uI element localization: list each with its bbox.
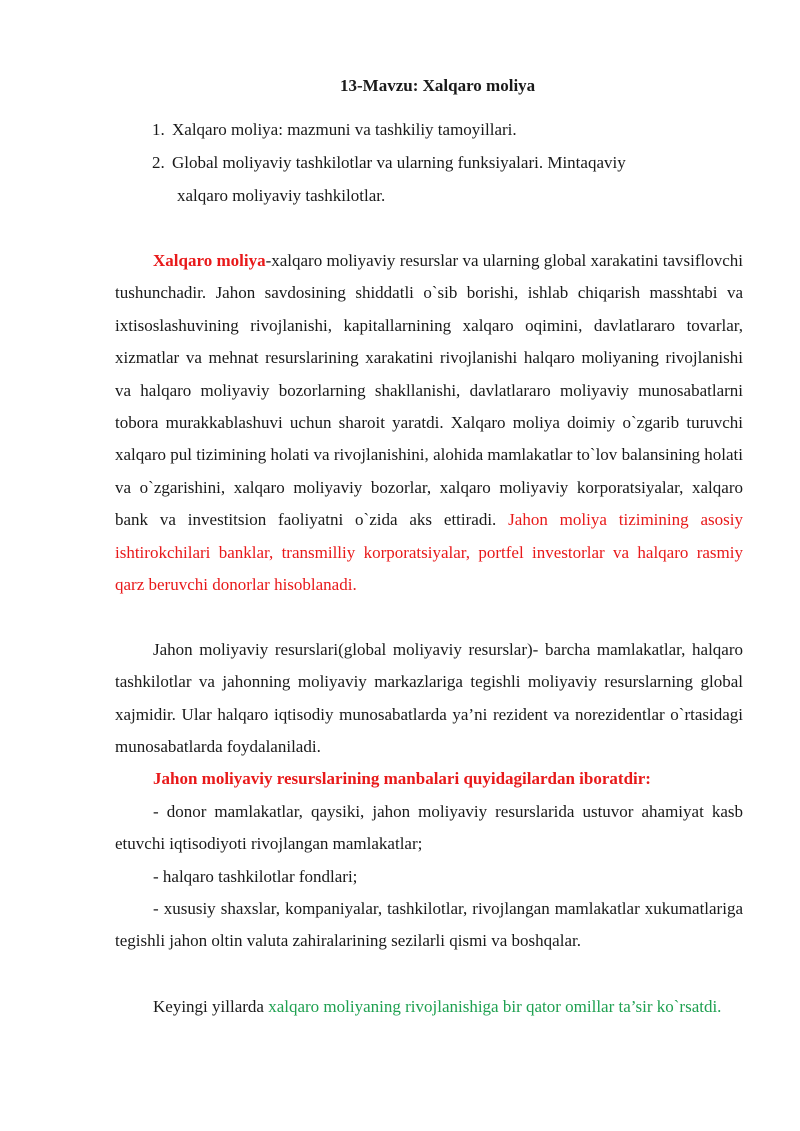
outline-item-2-continuation: xalqaro moliyaviy tashkilotlar.	[177, 186, 386, 205]
outline-item-2	[152, 146, 742, 179]
paragraph-body: -xalqaro moliyaviy resurslar va ularning global xarakatini tavsiflovchi tushunchadir. Jahon savdosining shiddatli o`sib borishi, ishlab chiqarish masshtabi va ixtisoslashuvining rivojlanishi, kapitallarnining xalqaro oqimini, davlatlararo tovarlar, xizmatlar va mehnat resurslarining xarakatini rivojlanishi halqaro moliyaning rivojlanishi va halqaro moliyaviy bozorlarning shakllanishi, davlatlararo moliyaviy munosabatlarni tobora murakkablashuvi uchun sharoit yaratdi. Xalqaro moliya doimiy o`zgarib turuvchi xalqaro pul tizimining holati va rivojlanishini, alohida mamlakatlar to`lov balansining holati va o`zgarishini, xalqaro moliyaviy bozorlar, xalqaro moliyaviy korporatsiyalar, xalqaro bank va investitsion faoliyatni o`zida aks ettiradi.	[115, 251, 743, 530]
paragraph-closing	[115, 991, 743, 1023]
outline-text: Xalqaro moliya: mazmuni va tashkiliy tamoyillari.	[172, 120, 517, 139]
bullet-item-2: - halqaro tashkilotlar fondlari;	[153, 867, 358, 886]
outline-item-1	[152, 113, 742, 146]
paragraph-resources: Jahon moliyaviy resurslari(global moliyaviy resurslar)- barcha mamlakatlar, halqaro tashkilotlar va jahonning moliyaviy markazlariga tegishli moliyaviy resurslarning global xajmidir. Ular halqaro iqtisodiy munosabatlarda ya’ni rezident va norezidentlar o`rtasidagi munosabatlarda foydalaniladi.	[115, 640, 743, 757]
outline-text: Global moliyaviy tashkilotlar va ularning funksiyalari. Mintaqaviy	[172, 153, 626, 172]
outline-number: 1.	[152, 120, 165, 139]
closing-lead: Keyingi yillarda	[153, 997, 269, 1016]
term-highlight: Xalqaro moliya	[153, 251, 266, 270]
paragraph-definition	[115, 245, 743, 601]
topic-outline	[152, 113, 742, 212]
closing-highlight: xalqaro moliyaning rivojlanishiga bir qator omillar ta’sir ko`rsatdi.	[268, 997, 722, 1016]
outline-number: 2.	[152, 153, 165, 172]
page-title: 13-Mavzu: Xalqaro moliya	[340, 76, 536, 95]
sources-heading: Jahon moliyaviy resurslarining manbalari quyidagilardan iboratdir:	[153, 769, 651, 788]
bullet-item-1: - donor mamlakatlar, qaysiki, jahon moliyaviy resurslarida ustuvor ahamiyat kasb etuvchi iqtisodiyoti rivojlangan mamlakatlar;	[115, 802, 743, 854]
participants-highlight: Jahon moliya tizimining asosiy ishtirokchilari banklar, transmilliy korporatsiyalar, portfel investorlar va halqaro rasmiy qarz beruvchi donorlar hisoblanadi.	[115, 510, 743, 595]
bullet-item-3: - xususiy shaxslar, kompaniyalar, tashkilotlar, rivojlangan mamlakatlar xukumatlariga tegishli jahon oltin valuta zahiralarining sezilarli qismi va boshqalar.	[115, 899, 743, 951]
